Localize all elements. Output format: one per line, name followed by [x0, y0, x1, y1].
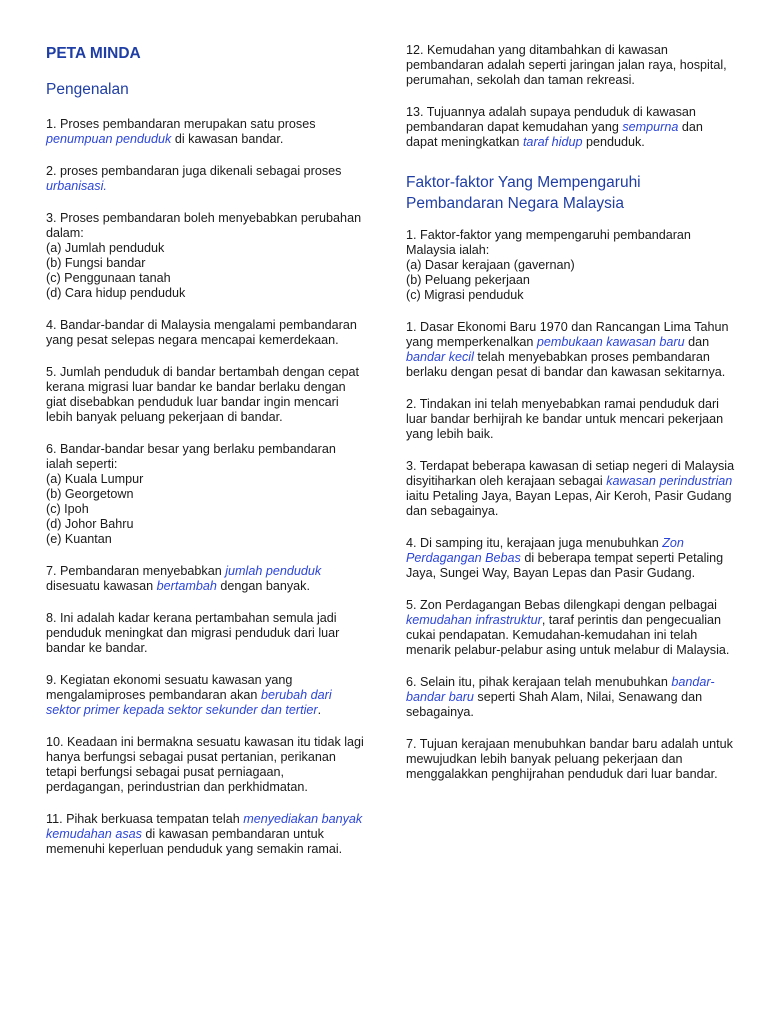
paragraph-text: 1. Proses pembandaran merupakan satu proses [46, 117, 316, 131]
paragraph [406, 459, 736, 519]
paragraph-text: 4. Bandar-bandar di Malaysia mengalami pembandaran yang pesat selepas negara mencapai kemerdekaan. [46, 318, 357, 347]
paragraph [46, 117, 364, 147]
paragraph-text: seperti Shah Alam, Nilai, Senawang dan sebagainya. [406, 690, 703, 719]
paragraph-text: 5. Zon Perdagangan Bebas dilengkapi dengan pelbagai [406, 598, 717, 612]
paragraph [406, 675, 736, 720]
highlighted-term: sempurna [622, 120, 679, 134]
paragraph-text: disesuatu kawasan [46, 579, 157, 593]
highlighted-term: pembukaan kawasan baru [536, 335, 685, 349]
paragraph-text: 9. Kegiatan ekonomi sesuatu kawasan yang mengalamiproses pembandaran akan [46, 673, 293, 702]
highlighted-term: bertambah [156, 579, 217, 593]
paragraph [406, 536, 736, 581]
paragraph [406, 228, 736, 303]
highlighted-term: urbanisasi. [46, 179, 107, 193]
paragraph-text: dengan banyak. [216, 579, 310, 593]
highlighted-term: menyediakan banyak kemudahan asas [46, 812, 363, 841]
paragraph-text: 1. Faktor-faktor yang mempengaruhi pembandaran Malaysia ialah: (a) Dasar kerajaan (gavernan) (b) Peluang pekerjaan (c) Migrasi penduduk [406, 228, 691, 302]
paragraph-text: dan dapat meningkatkan [406, 120, 703, 149]
paragraph [46, 318, 364, 348]
highlighted-term: penumpuan penduduk [46, 132, 172, 146]
paragraph [46, 442, 364, 547]
paragraph [46, 611, 364, 656]
paragraph-text: iaitu Petaling Jaya, Bayan Lepas, Air Keroh, Pasir Gudang dan sebagainya. [406, 489, 732, 518]
paragraph [46, 735, 364, 795]
paragraph-text: 10. Keadaan ini bermakna sesuatu kawasan itu tidak lagi hanya berfungsi sebagai pusat pertanian, perikanan tetapi berfungsi sebagai pusat perniagaan, perdagangan, perindustrian dan perkhidmatan. [46, 735, 364, 794]
paragraph [406, 105, 736, 150]
highlighted-term: bandar kecil [406, 350, 474, 364]
page-title: PETA MINDA [46, 45, 141, 62]
paragraph-text: 7. Pembandaran menyebabkan [46, 564, 226, 578]
highlighted-term: berubah dari sektor primer kepada sektor sekunder dan tertier [46, 688, 332, 717]
highlighted-term: kawasan perindustrian [606, 474, 733, 488]
paragraph-text: 6. Bandar-bandar besar yang berlaku pembandaran ialah seperti: (a) Kuala Lumpur (b) Georgetown (c) Ipoh (d) Johor Bahru (e) Kuantan [46, 442, 336, 546]
left-column [46, 44, 364, 874]
paragraph-text: . [317, 703, 322, 717]
paragraph-text: 5. Jumlah penduduk di bandar bertambah dengan cepat kerana migrasi luar bandar ke bandar berlaku dengan giat disebabkan penduduk luar bandar ingin mencari lebih banyak peluang pekerjaan di bandar. [46, 365, 359, 424]
paragraph-text: 13. Tujuannya adalah supaya penduduk di kawasan pembandaran dapat kemudahan yang [406, 105, 696, 134]
paragraph [406, 737, 736, 782]
paragraph [46, 164, 364, 194]
paragraph-text: 8. Ini adalah kadar kerana pertambahan semula jadi penduduk meningkat dan migrasi penduduk dari luar bandar ke bandar. [46, 611, 340, 655]
paragraph-text: 4. Di samping itu, kerajaan juga menubuhkan [406, 536, 663, 550]
paragraph-text: di beberapa tempat seperti Petaling Jaya, Sungei Way, Bayan Lepas dan Pasir Gudang. [406, 551, 724, 580]
paragraph-text: 6. Selain itu, pihak kerajaan telah menubuhkan [406, 675, 672, 689]
paragraph-text: 3. Terdapat beberapa kawasan di setiap negeri di Malaysia disyitiharkan oleh kerajaan sebagai [406, 459, 735, 488]
paragraph [46, 211, 364, 301]
highlighted-term: jumlah penduduk [225, 564, 322, 578]
section-title-faktor: Faktor-faktor Yang Mempengaruhi Pembandaran Negara Malaysia [406, 174, 641, 212]
right-paragraphs [406, 228, 736, 782]
right-paragraphs-top [406, 43, 736, 150]
paragraph-text: 2. Tindakan ini telah menyebabkan ramai penduduk dari luar bandar berhijrah ke bandar untuk mencari pekerjaan yang lebih baik. [406, 397, 724, 441]
paragraph-text: 2. proses pembandaran juga dikenali sebagai proses [46, 164, 342, 178]
paragraph-text: 3. Proses pembandaran boleh menyebabkan perubahan dalam: (a) Jumlah penduduk (b) Fungsi bandar (c) Penggunaan tanah (d) Cara hidup penduduk [46, 211, 362, 300]
highlighted-term: taraf hidup [522, 135, 583, 149]
paragraph [406, 43, 736, 88]
highlighted-term: kemudahan infrastruktur [406, 613, 542, 627]
paragraph [46, 812, 364, 857]
left-paragraphs [46, 117, 364, 857]
paragraph-text: 12. Kemudahan yang ditambahkan di kawasan pembandaran adalah seperti jaringan jalan raya, hospital, perumahan, sekolah dan taman rekreasi. [406, 43, 727, 87]
paragraph [406, 598, 736, 658]
paragraph [406, 397, 736, 442]
highlighted-term: bandar-bandar baru [406, 675, 715, 704]
paragraph-text: penduduk. [582, 135, 645, 149]
paragraph [406, 320, 736, 380]
section-title-pengenalan: Pengenalan [46, 81, 129, 98]
right-column [406, 43, 736, 799]
paragraph-text: 11. Pihak berkuasa tempatan telah [46, 812, 244, 826]
paragraph-text: telah menyebabkan proses pembandaran berlaku dengan pesat di bandar dan kawasan sekitarnya. [406, 350, 726, 379]
paragraph [46, 365, 364, 425]
paragraph-text: 7. Tujuan kerajaan menubuhkan bandar baru adalah untuk mewujudkan lebih banyak peluang pekerjaan dan menggalakkan penghijrahan penduduk dari luar bandar. [406, 737, 733, 781]
paragraph-text: , taraf perintis dan pengecualian cukai pendapatan. Kemudahan-kemudahan ini telah menarik pelabur-pelabur asing untuk melabur di Malaysia. [406, 613, 730, 657]
paragraph-text: di kawasan pembandaran untuk memenuhi keperluan penduduk yang semakin ramai. [46, 827, 343, 856]
paragraph [46, 564, 364, 594]
paragraph-text: dan [684, 335, 710, 349]
highlighted-term: Zon Perdagangan Bebas [406, 536, 684, 565]
paragraph-text: 1. Dasar Ekonomi Baru 1970 dan Rancangan Lima Tahun yang memperkenalkan [406, 320, 729, 349]
paragraph [46, 673, 364, 718]
paragraph-text: di kawasan bandar. [171, 132, 284, 146]
